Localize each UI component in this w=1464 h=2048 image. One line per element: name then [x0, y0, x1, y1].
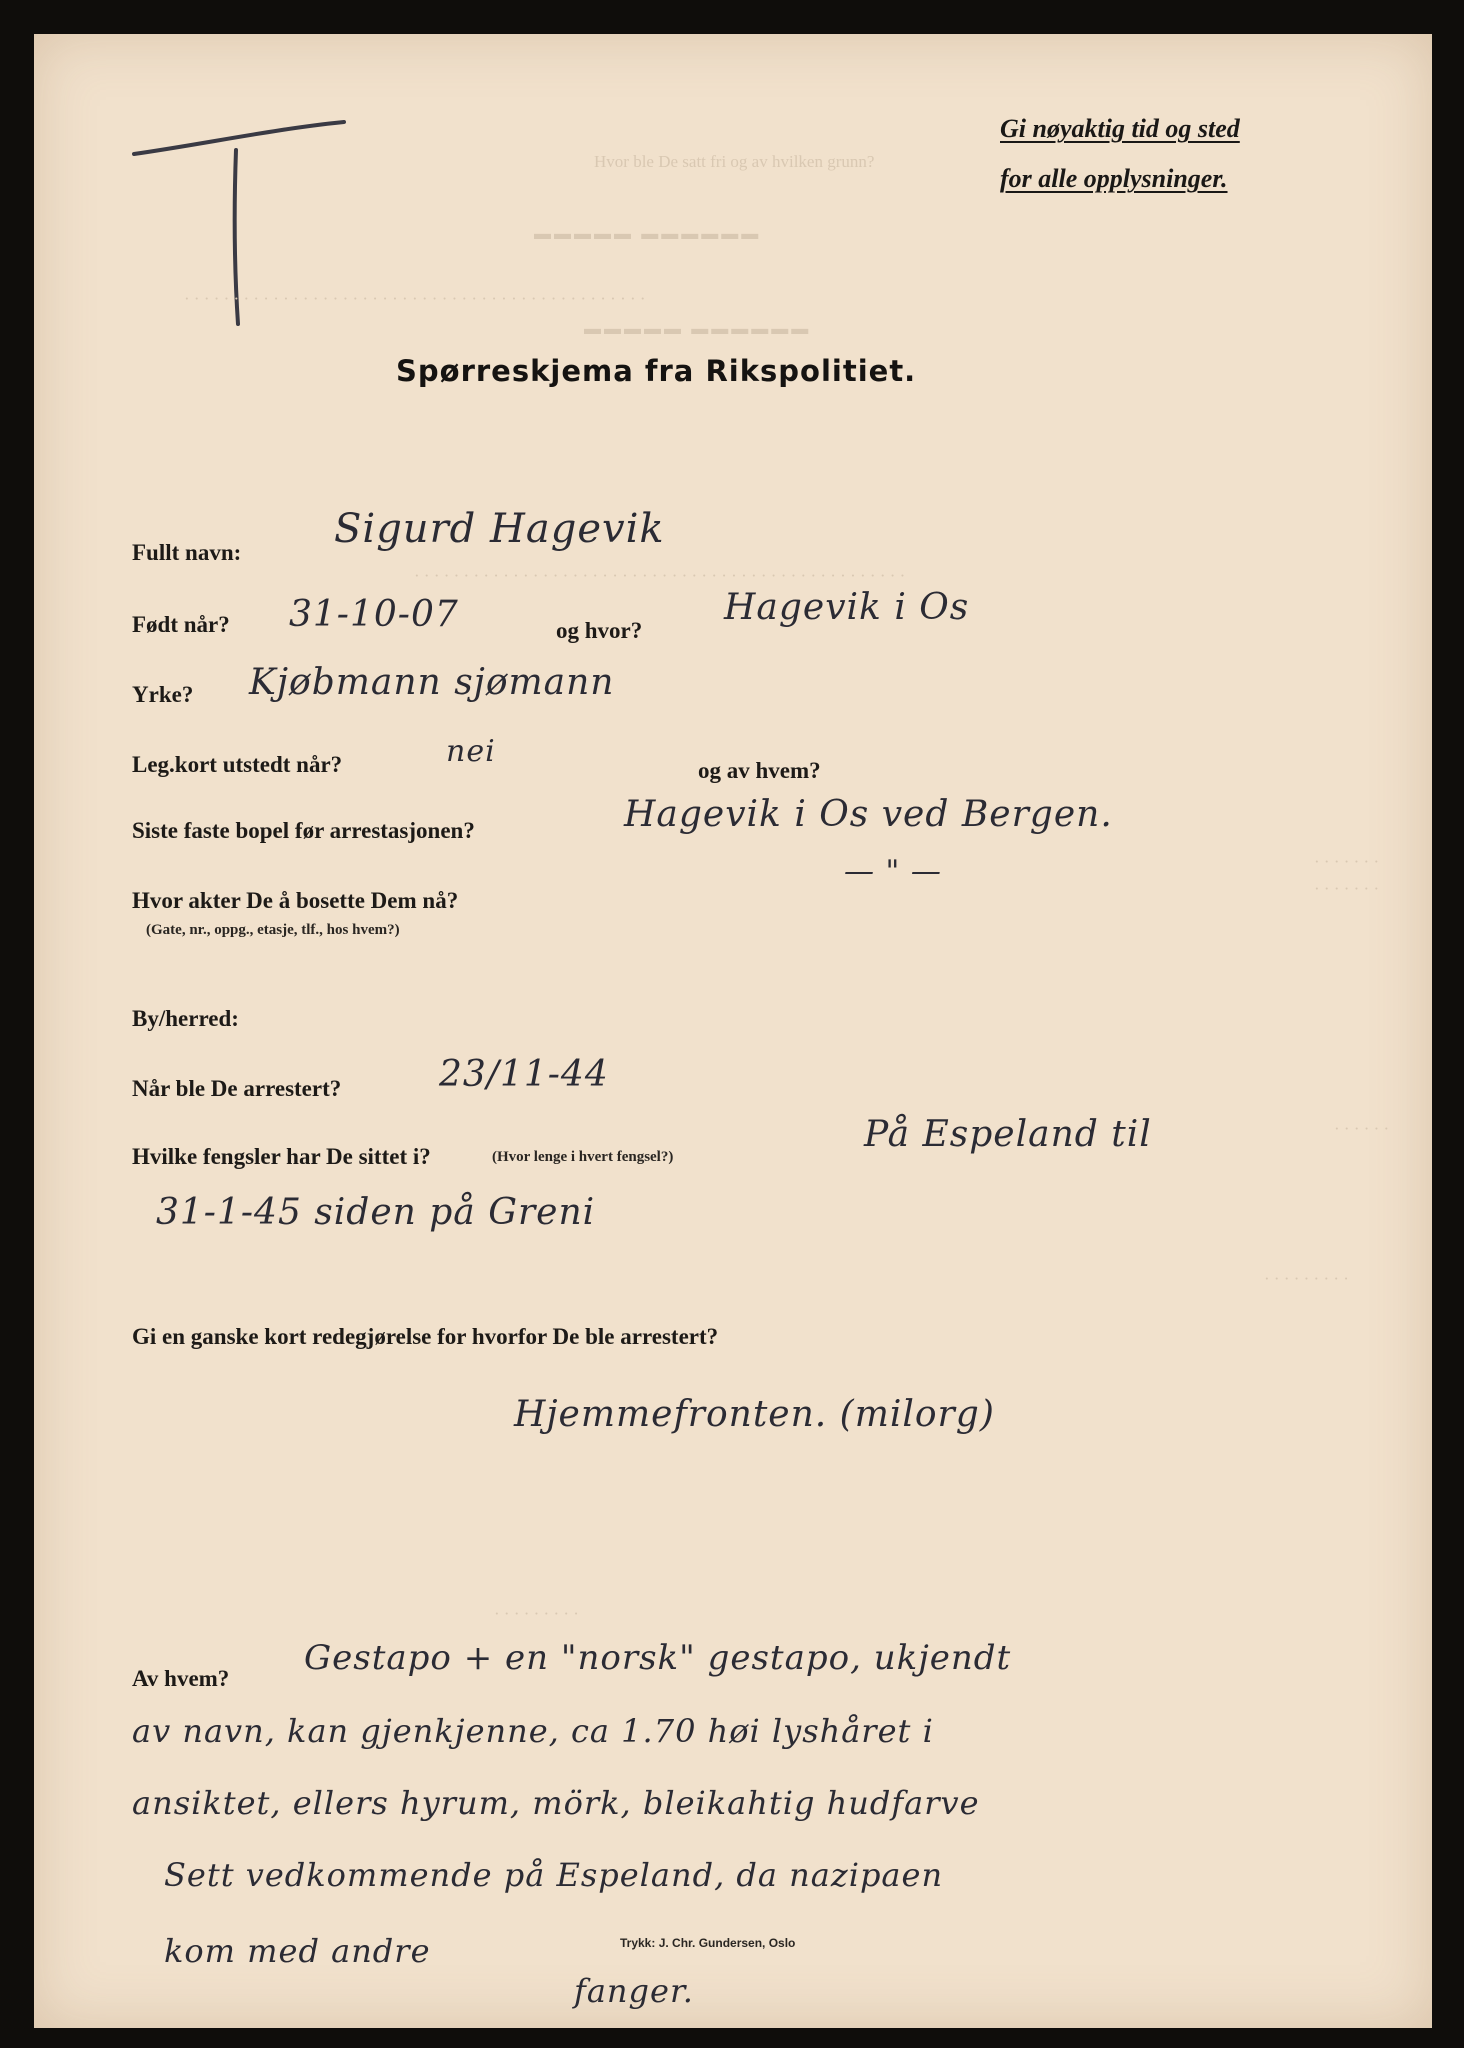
printer-imprint: Trykk: J. Chr. Gundersen, Oslo: [620, 1936, 796, 1950]
show-through-text: · · · · · · ·: [1314, 852, 1380, 871]
occupation-value: Kjøbmann sjømann: [249, 662, 615, 703]
show-through-text: · · · · · · · · ·: [494, 1604, 579, 1623]
notice-line-1: Gi nøyaktig tid og sted: [1000, 114, 1240, 143]
settle-label: Hvor akter De å bosette Dem nå?: [132, 888, 459, 913]
settle-sub-label: (Gate, nr., oppg., etasje, tlf., hos hvem?): [146, 922, 400, 938]
arrest-by-line-5: kom med andre: [164, 1932, 431, 1970]
prisons-sub-label: (Hvor lenge i hvert fengsel?): [492, 1149, 674, 1165]
form-paper: [34, 34, 1432, 2028]
arrest-by-line-1: Gestapo + en "norsk" gestapo, ukjendt: [304, 1638, 1012, 1678]
born-value: 31-10-07: [289, 594, 459, 635]
name-label: Fullt navn:: [132, 540, 242, 565]
where-value: Hagevik i Os: [724, 587, 970, 628]
notice-line-2: for alle opplysninger.: [1000, 164, 1228, 193]
prisons-label: Hvilke fengsler har De sittet i?: [132, 1144, 431, 1169]
residence-label: Siste faste bopel før arrestasjonen?: [132, 818, 475, 843]
arrested-value: 23/11-44: [439, 1054, 609, 1095]
arrest-by-last-line: fanger.: [574, 1972, 694, 2010]
where-label: og hvor?: [556, 618, 643, 643]
show-through-text: · · · · · ·: [1334, 1119, 1390, 1138]
show-through-text: · · · · · · ·: [1314, 879, 1380, 898]
show-through-text: Hvor ble De satt fri og av hvilken grunn?: [594, 152, 875, 171]
prisons-value-1: På Espeland til: [864, 1114, 1152, 1155]
residence-value: Hagevik i Os ved Bergen.: [624, 794, 1113, 835]
arrested-label: Når ble De arrestert?: [132, 1076, 342, 1101]
arrest-by-line-3: ansiktet, ellers hyrum, mörk, bleikahtig hudfarve: [132, 1784, 980, 1822]
arrest-by-line-4: Sett vedkommende på Espeland, da nazipaen: [164, 1856, 944, 1894]
reason-label: Gi en ganske kort redegjørelse for hvorfor De ble arrestert?: [132, 1324, 719, 1349]
by-whom-label: og av hvem?: [698, 758, 821, 783]
occupation-label: Yrke?: [132, 682, 194, 707]
show-through-text: · · · · · · · · · · · · · · · · · · · · · · · · · · · · · · · · · · · · · · · · · · · · · · · · · ·: [414, 566, 906, 585]
show-through-text: · · · · · · · · · · · · · · · · · · · · · · · · · · · · · · · · · · · · · · · · · · · · · · ·: [184, 289, 646, 308]
city-label: By/herred:: [132, 1006, 239, 1031]
arrest-by-line-2: av navn, kan gjenkjenne, ca 1.70 høi lyshåret i: [132, 1712, 934, 1750]
name-value: Sigurd Hagevik: [334, 506, 665, 552]
show-through-text: · · · · · · · · ·: [1264, 1269, 1349, 1288]
form-title: Spørreskjema fra Rikspolitiet.: [396, 354, 917, 388]
born-label: Født når?: [132, 612, 230, 637]
reason-value: Hjemmefronten. (milorg): [514, 1394, 995, 1435]
legcard-label: Leg.kort utstedt når?: [132, 752, 343, 777]
prisons-value-2: 31-1-45 siden på Greni: [156, 1192, 596, 1233]
legcard-value: nei: [446, 734, 496, 769]
residence-ditto: — " —: [844, 854, 942, 889]
show-through-text: ▬▬▬▬▬ ▬▬▬▬▬▬: [534, 224, 762, 243]
show-through-text: ▬▬▬▬▬ ▬▬▬▬▬▬: [584, 319, 812, 338]
arrest-by-label: Av hvem?: [132, 1666, 230, 1691]
